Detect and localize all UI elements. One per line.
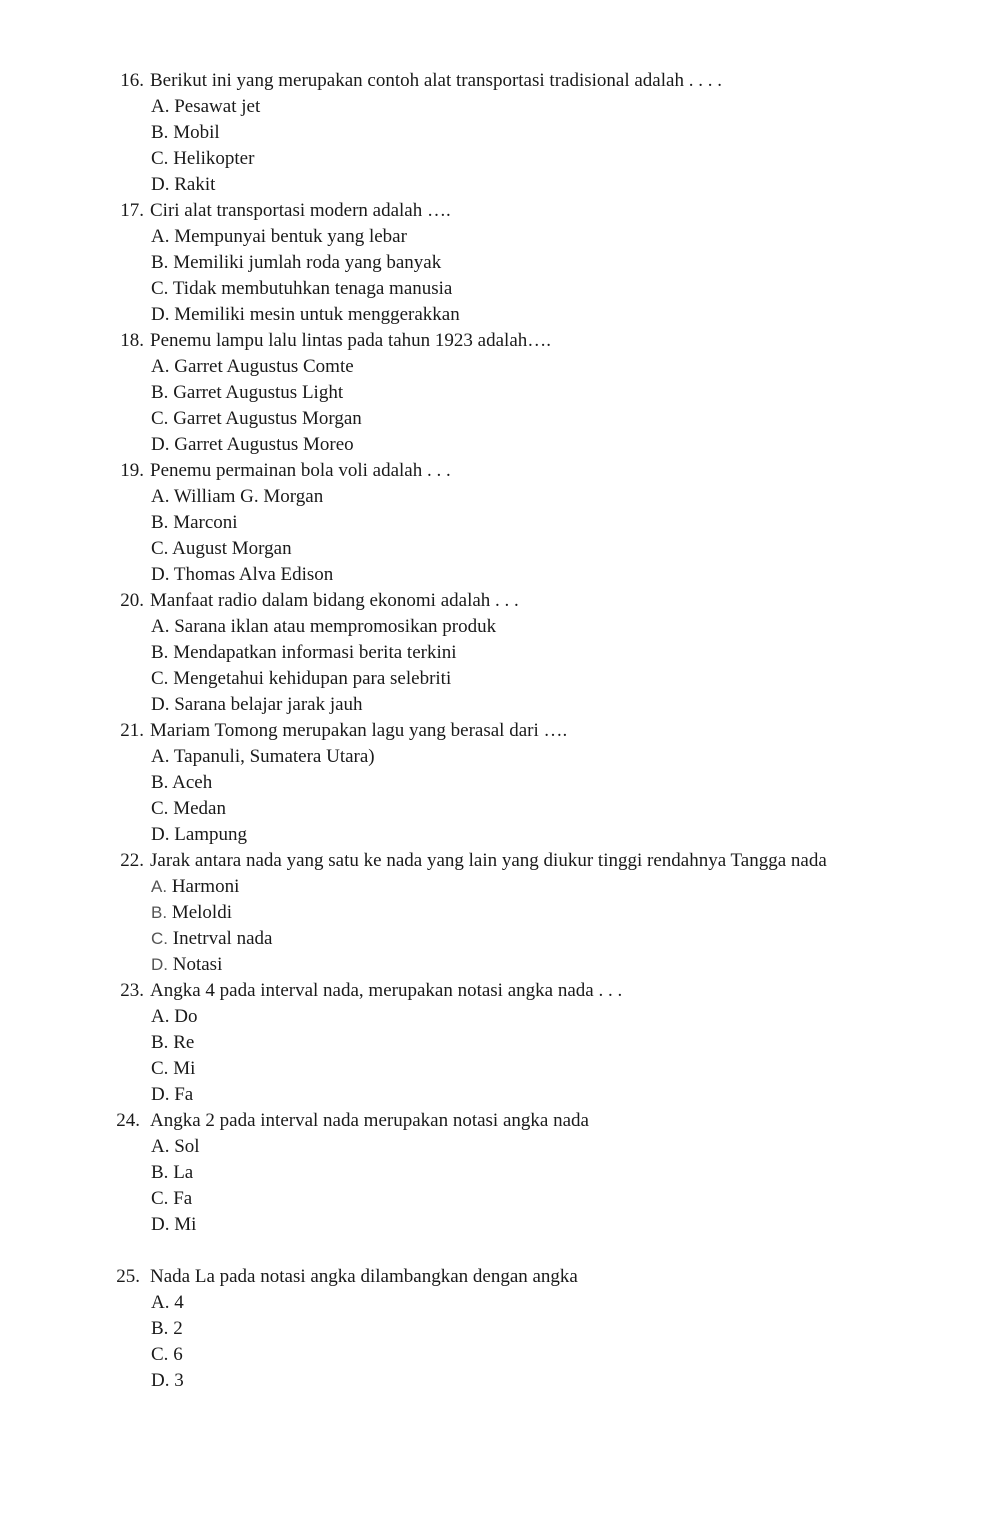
question-stem	[0, 1264, 1000, 1290]
question-text: Penemu lampu lalu lintas pada tahun 1923 adalah….	[150, 330, 552, 351]
option-letter: D.	[151, 564, 170, 585]
option-text: Memiliki jumlah roda yang banyak	[173, 252, 442, 273]
option-b	[0, 380, 1000, 406]
option-b	[0, 1160, 1000, 1186]
option-text: August Morgan	[172, 538, 292, 559]
option-d	[0, 822, 1000, 848]
question-number: 17.	[120, 200, 144, 221]
option-letter: B.	[151, 772, 169, 793]
option-d	[0, 1368, 1000, 1394]
option-d	[0, 1082, 1000, 1108]
question-text: Berikut ini yang merupakan contoh alat transportasi tradisional adalah . . . .	[150, 70, 722, 91]
option-d	[0, 172, 1000, 198]
question-stem	[0, 328, 1000, 354]
option-text: Sol	[174, 1136, 200, 1157]
question-stem	[0, 68, 1000, 94]
answer-options	[0, 484, 1000, 588]
option-c	[0, 536, 1000, 562]
option-text: Mempunyai bentuk yang lebar	[174, 226, 407, 247]
option-letter: C.	[151, 148, 169, 169]
option-text: Helikopter	[173, 148, 255, 169]
option-text: Mengetahui kehidupan para selebriti	[173, 668, 452, 689]
option-text: Tapanuli, Sumatera Utara)	[173, 746, 375, 767]
option-a	[0, 224, 1000, 250]
question-text: Nada La pada notasi angka dilambangkan dengan angka	[150, 1266, 578, 1287]
answer-options	[0, 1004, 1000, 1108]
question-number: 20.	[120, 590, 144, 611]
option-text: Medan	[173, 798, 226, 819]
option-letter: B.	[151, 1318, 169, 1339]
question-sheet	[0, 68, 1000, 1394]
option-letter: D.	[151, 1084, 170, 1105]
option-letter: A.	[151, 486, 170, 507]
option-letter: B.	[151, 252, 169, 273]
option-text: Fa	[174, 1084, 194, 1105]
option-b	[0, 640, 1000, 666]
option-a	[0, 1134, 1000, 1160]
option-b	[0, 1316, 1000, 1342]
option-text: Mobil	[173, 122, 220, 143]
option-text: Harmoni	[171, 876, 240, 897]
option-letter: D.	[151, 824, 170, 845]
option-text: William G. Morgan	[173, 486, 324, 507]
question-text: Jarak antara nada yang satu ke nada yang lain yang diukur tinggi rendahnya Tangga nada	[150, 850, 827, 871]
option-text: Garret Augustus Morgan	[173, 408, 362, 429]
option-text: Pesawat jet	[174, 96, 261, 117]
option-d	[0, 692, 1000, 718]
option-letter: A.	[151, 746, 170, 767]
question-19	[0, 458, 1000, 588]
option-letter: A.	[151, 1292, 170, 1313]
option-letter: D.	[151, 1214, 170, 1235]
option-text: 6	[173, 1344, 183, 1365]
question-22	[0, 848, 1000, 978]
option-c	[0, 1056, 1000, 1082]
question-stem	[0, 718, 1000, 744]
question-16	[0, 68, 1000, 198]
question-text: Ciri alat transportasi modern adalah ….	[150, 200, 451, 221]
question-stem	[0, 978, 1000, 1004]
option-b	[0, 510, 1000, 536]
answer-options	[0, 354, 1000, 458]
option-a	[0, 874, 1000, 900]
option-letter: B.	[151, 1162, 169, 1183]
option-letter: C.	[151, 929, 168, 948]
question-text: Mariam Tomong merupakan lagu yang berasal dari ….	[150, 720, 568, 741]
option-text: Lampung	[174, 824, 248, 845]
question-24	[0, 1108, 1000, 1238]
option-b	[0, 900, 1000, 926]
option-text: Memiliki mesin untuk menggerakkan	[174, 304, 460, 325]
option-d	[0, 432, 1000, 458]
option-letter: A.	[151, 356, 170, 377]
option-text: Thomas Alva Edison	[173, 564, 334, 585]
option-text: Marconi	[173, 512, 238, 533]
option-c	[0, 276, 1000, 302]
question-25	[0, 1264, 1000, 1394]
option-letter: C.	[151, 668, 169, 689]
option-b	[0, 770, 1000, 796]
option-text: Garret Augustus Moreo	[174, 434, 354, 455]
option-a	[0, 94, 1000, 120]
option-letter: B.	[151, 642, 169, 663]
question-number: 18.	[120, 330, 144, 351]
option-b	[0, 1030, 1000, 1056]
option-letter: A.	[151, 616, 170, 637]
option-c	[0, 796, 1000, 822]
question-number: 19.	[120, 460, 144, 481]
option-letter: A.	[151, 1006, 170, 1027]
option-text: Rakit	[174, 174, 216, 195]
answer-options	[0, 94, 1000, 198]
option-text: Garret Augustus Comte	[174, 356, 354, 377]
option-letter: A.	[151, 226, 170, 247]
question-number: 16.	[120, 70, 144, 91]
question-number: 25.	[116, 1266, 140, 1287]
option-letter: C.	[151, 1188, 169, 1209]
answer-options	[0, 1290, 1000, 1394]
option-letter: B.	[151, 512, 169, 533]
question-text: Manfaat radio dalam bidang ekonomi adalah . . .	[150, 590, 519, 611]
option-letter: B.	[151, 1032, 169, 1053]
option-text: Re	[173, 1032, 195, 1053]
option-d	[0, 302, 1000, 328]
option-a	[0, 484, 1000, 510]
option-letter: C.	[151, 278, 169, 299]
option-letter: C.	[151, 538, 169, 559]
question-18	[0, 328, 1000, 458]
option-text: Aceh	[172, 772, 213, 793]
option-d	[0, 1212, 1000, 1238]
option-text: Mendapatkan informasi berita terkini	[173, 642, 457, 663]
option-letter: D.	[151, 174, 170, 195]
option-text: Fa	[173, 1188, 193, 1209]
option-text: Mi	[174, 1214, 197, 1235]
option-letter: D.	[151, 1370, 170, 1391]
option-text: Tidak membutuhkan tenaga manusia	[172, 278, 453, 299]
answer-options	[0, 744, 1000, 848]
answer-options	[0, 1134, 1000, 1238]
option-letter: A.	[151, 877, 168, 896]
question-21	[0, 718, 1000, 848]
option-letter: B.	[151, 122, 169, 143]
option-c	[0, 406, 1000, 432]
question-number: 21.	[120, 720, 144, 741]
option-text: 3	[174, 1370, 184, 1391]
question-23	[0, 978, 1000, 1108]
option-text: Sarana belajar jarak jauh	[174, 694, 363, 715]
option-letter: D.	[151, 434, 170, 455]
option-c	[0, 1186, 1000, 1212]
question-stem	[0, 588, 1000, 614]
question-text: Penemu permainan bola voli adalah . . .	[150, 460, 451, 481]
option-c	[0, 146, 1000, 172]
question-number: 23.	[120, 980, 144, 1001]
option-text: 4	[174, 1292, 184, 1313]
option-text: 2	[173, 1318, 183, 1339]
answer-options	[0, 874, 1000, 978]
question-text: Angka 4 pada interval nada, merupakan notasi angka nada . . .	[150, 980, 623, 1001]
option-letter: C.	[151, 1344, 169, 1365]
option-a	[0, 1290, 1000, 1316]
option-c	[0, 666, 1000, 692]
option-letter: C.	[151, 1058, 169, 1079]
option-c	[0, 1342, 1000, 1368]
option-a	[0, 354, 1000, 380]
question-stem	[0, 198, 1000, 224]
option-c	[0, 926, 1000, 952]
option-text: Notasi	[172, 954, 223, 975]
option-text: Sarana iklan atau mempromosikan produk	[174, 616, 497, 637]
option-b	[0, 250, 1000, 276]
option-d	[0, 952, 1000, 978]
question-stem	[0, 848, 1000, 874]
option-text: Garret Augustus Light	[173, 382, 344, 403]
option-a	[0, 614, 1000, 640]
option-letter: C.	[151, 408, 169, 429]
option-letter: B.	[151, 903, 168, 922]
option-letter: C.	[151, 798, 169, 819]
question-text: Angka 2 pada interval nada merupakan notasi angka nada	[150, 1110, 589, 1131]
answer-options	[0, 614, 1000, 718]
option-letter: A.	[151, 1136, 170, 1157]
option-d	[0, 562, 1000, 588]
option-letter: D.	[151, 694, 170, 715]
question-17	[0, 198, 1000, 328]
spacer	[0, 1238, 1000, 1264]
question-stem	[0, 458, 1000, 484]
question-number: 22.	[120, 850, 144, 871]
option-a	[0, 744, 1000, 770]
option-letter: A.	[151, 96, 170, 117]
question-number: 24.	[116, 1110, 140, 1131]
option-text: Inetrval nada	[172, 928, 273, 949]
option-letter: D.	[151, 304, 170, 325]
option-letter: B.	[151, 382, 169, 403]
option-letter: D.	[151, 955, 168, 974]
question-stem	[0, 1108, 1000, 1134]
option-text: Mi	[173, 1058, 196, 1079]
option-b	[0, 120, 1000, 146]
option-a	[0, 1004, 1000, 1030]
option-text: Meloldi	[171, 902, 232, 923]
option-text: La	[173, 1162, 194, 1183]
option-text: Do	[174, 1006, 198, 1027]
answer-options	[0, 224, 1000, 328]
question-20	[0, 588, 1000, 718]
